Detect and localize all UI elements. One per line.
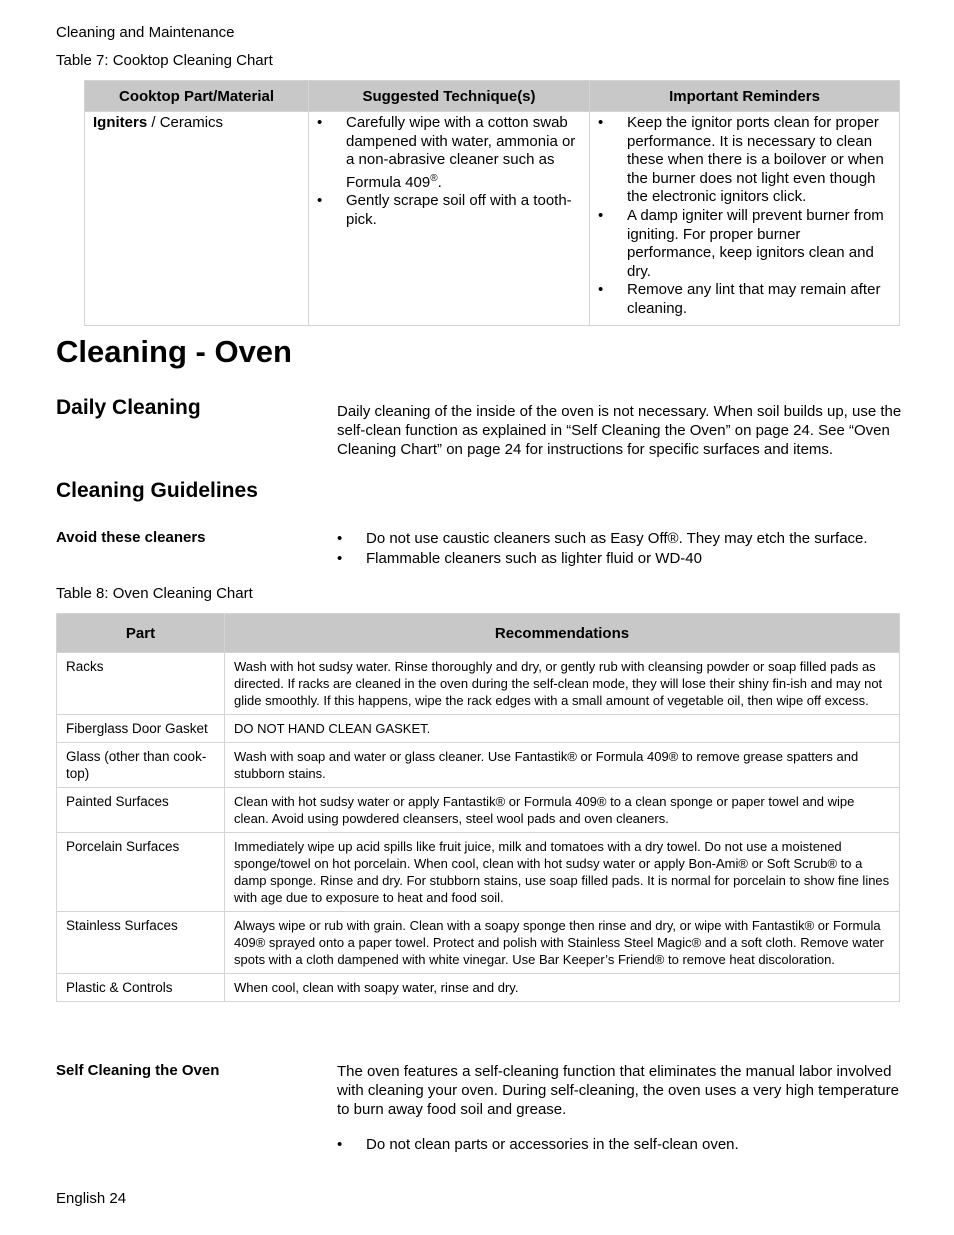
recommendation-cell: DO NOT HAND CLEAN GASKET. [225,715,900,743]
list-item: • Gently scrape soil off with a tooth-pick. [317,192,581,229]
techniques-cell [309,112,590,326]
recommendation-cell: Wash with hot sudsy water. Rinse thoroughly and dry, or gently rub with cleansing powder or soap filled pads as directed. If racks are cleaned in the oven during the self-clean mode, they will lose their shiny fin-ish and may not glide smoothly. If this happens, wipe the rack edges with a small amount of vegetable oil, then wipe off excess. [225,653,900,715]
part-cell: Porcelain Surfaces [57,833,225,912]
part-cell: Fiberglass Door Gasket [57,715,225,743]
running-head: Cleaning and Maintenance [56,24,235,41]
table-row [57,833,900,912]
avoid-cleaners-list [337,529,907,569]
cooktop-cleaning-table [84,80,900,326]
part-cell: Stainless Surfaces [57,912,225,974]
daily-cleaning-text: Daily cleaning of the inside of the oven is not necessary. When soil builds up, use the self-clean function as explained in “Self Cleaning the Oven” on page 24. See “Oven Cleaning Chart” on page 24 for instructions for specific surfaces and items. [337,403,902,458]
cleaning-guidelines-heading: Cleaning Guidelines [56,479,258,502]
self-cleaning-list [337,1135,902,1154]
oven-cleaning-table [56,613,900,1002]
recommendation-cell: Clean with hot sudsy water or apply Fantastik® or Formula 409® to a clean sponge or paper towel and wipe clean. Avoid using powdered cleansers, steel wool pads and oven cleaners. [225,788,900,833]
list-item: • Do not use caustic cleaners such as Easy Off®. They may etch the surface. [337,529,907,549]
recommendation-cell: Immediately wipe up acid spills like fruit juice, milk and tomatoes with a dry towel. Do not use a moistened sponge/towel on hot porcelain. When cool, clean with hot sudsy water or apply Bon-Ami® or Soft Scrub® to a damp sponge. Rinse and dry. For stubborn stains, use soap filled pads. It is normal for porcelain to show fine lines with age due to exposure to heat and food soil. [225,833,900,912]
part-cell: Glass (other than cook-top) [57,743,225,788]
list-item: • Keep the ignitor ports clean for proper performance. It is necessary to clean these when there is a boilover or when the burner does not light even though the electronic ignitors click. [598,114,891,207]
column-header: Recommendations [225,614,900,653]
self-cleaning-label: Self Cleaning the Oven [56,1062,220,1079]
table-8-caption: Table 8: Oven Cleaning Chart [56,585,253,602]
table-row [57,788,900,833]
section-title: Cleaning - Oven [56,334,292,369]
recommendation-cell: Wash with soap and water or glass cleaner. Use Fantastik® or Formula 409® to remove grease spatters and stubborn stains. [225,743,900,788]
part-material: / Ceramics [147,114,224,131]
table-row [57,715,900,743]
part-name: Igniters [93,114,148,131]
table-row [85,112,900,326]
column-header: Part [57,614,225,653]
column-header: Suggested Technique(s) [309,81,590,112]
table-row [57,653,900,715]
column-header: Important Reminders [590,81,900,112]
table-7-caption: Table 7: Cooktop Cleaning Chart [56,52,273,69]
table-row [57,912,900,974]
self-cleaning-text: The oven features a self-cleaning function that eliminates the manual labor involved with cleaning your oven. During self-cleaning, the oven uses a very high temperature to burn away food soil and grease. [337,1063,899,1118]
avoid-cleaners-label: Avoid these cleaners [56,529,206,546]
table-row [57,974,900,1002]
list-item: • Carefully wipe with a cotton swab dampened with water, ammonia or a non-abrasive cleaner such as Formula 409®. [317,114,581,192]
part-cell [85,112,309,326]
table-row [57,743,900,788]
list-item: • A damp igniter will prevent burner from igniting. For proper burner performance, keep ignitors clean and dry. [598,207,891,281]
part-cell: Racks [57,653,225,715]
reminders-cell [590,112,900,326]
list-item: • Flammable cleaners such as lighter fluid or WD-40 [337,549,907,569]
list-item: • Remove any lint that may remain after cleaning. [598,281,891,318]
part-cell: Painted Surfaces [57,788,225,833]
recommendation-cell: Always wipe or rub with grain. Clean with a soapy sponge then rinse and dry, or wipe with Fantastik® or Formula 409® sprayed onto a paper towel. Protect and polish with Stainless Steel Magic® and a soft cloth. Remove water spots with a cloth dampened with white vinegar. Use Bar Keeper’s Friend® to remove heat discoloration. [225,912,900,974]
recommendation-cell: When cool, clean with soapy water, rinse and dry. [225,974,900,1002]
list-item: • Do not clean parts or accessories in the self-clean oven. [337,1135,902,1154]
part-cell: Plastic & Controls [57,974,225,1002]
column-header: Cooktop Part/Material [85,81,309,112]
daily-cleaning-heading: Daily Cleaning [56,396,201,419]
page-footer: English 24 [56,1190,127,1207]
